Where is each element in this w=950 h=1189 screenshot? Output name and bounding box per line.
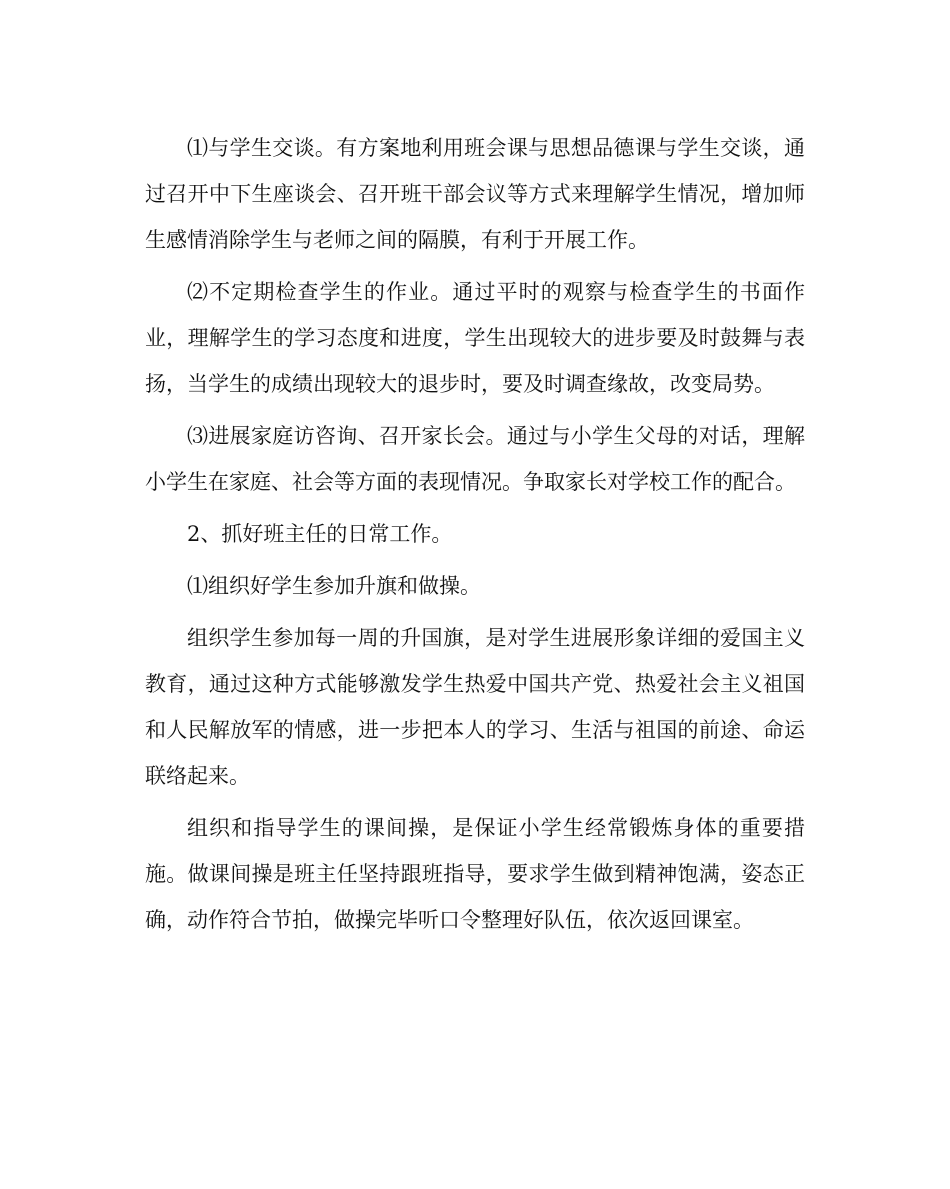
paragraph-break-exercise: 组织和指导学生的课间操，是保证小学生经常锻炼身体的重要措施。做课间操是班主任坚持跟班指导，要求学生做到精神饱满，姿态正确，动作符合节拍，做操完毕听口令整理好队伍，依次返回课室。 (145, 816, 805, 932)
paragraph-home-visits: ⑶进展家庭访咨询、召开家长会。通过与小学生父母的对话，理解小学生在家庭、社会等方面的表现情况。争取家长对学校工作的配合。 (145, 424, 805, 494)
paragraph-talk-with-students: ⑴与学生交谈。有方案地利用班会课与思想品德课与学生交谈，通过召开中下生座谈会、召开班干部会议等方式来理解学生情况，增加师生感情消除学生与老师之间的隔膜，有利于开展工作。 (145, 136, 805, 252)
subheading-flag-and-exercise: ⑴组织好学生参加升旗和做操。 (187, 574, 481, 598)
paragraph-flag-raising: 组织学生参加每一周的升国旗，是对学生进展形象详细的爱国主义教育，通过这种方式能够激发学生热爱中国共产党、热爱社会主义祖国和人民解放军的情感，进一步把本人的学习、生活与祖国的前途、命运联络起来。 (145, 626, 805, 788)
paragraph-check-homework: ⑵不定期检查学生的作业。通过平时的观察与检查学生的书面作业，理解学生的学习态度和进度，学生出现较大的进步要及时鼓舞与表扬，当学生的成绩出现较大的退步时，要及时调查缘故，改变局势。 (145, 280, 805, 396)
section-heading-daily-work: 2、抓好班主任的日常工作。 (187, 522, 453, 546)
document-body (145, 125, 805, 949)
